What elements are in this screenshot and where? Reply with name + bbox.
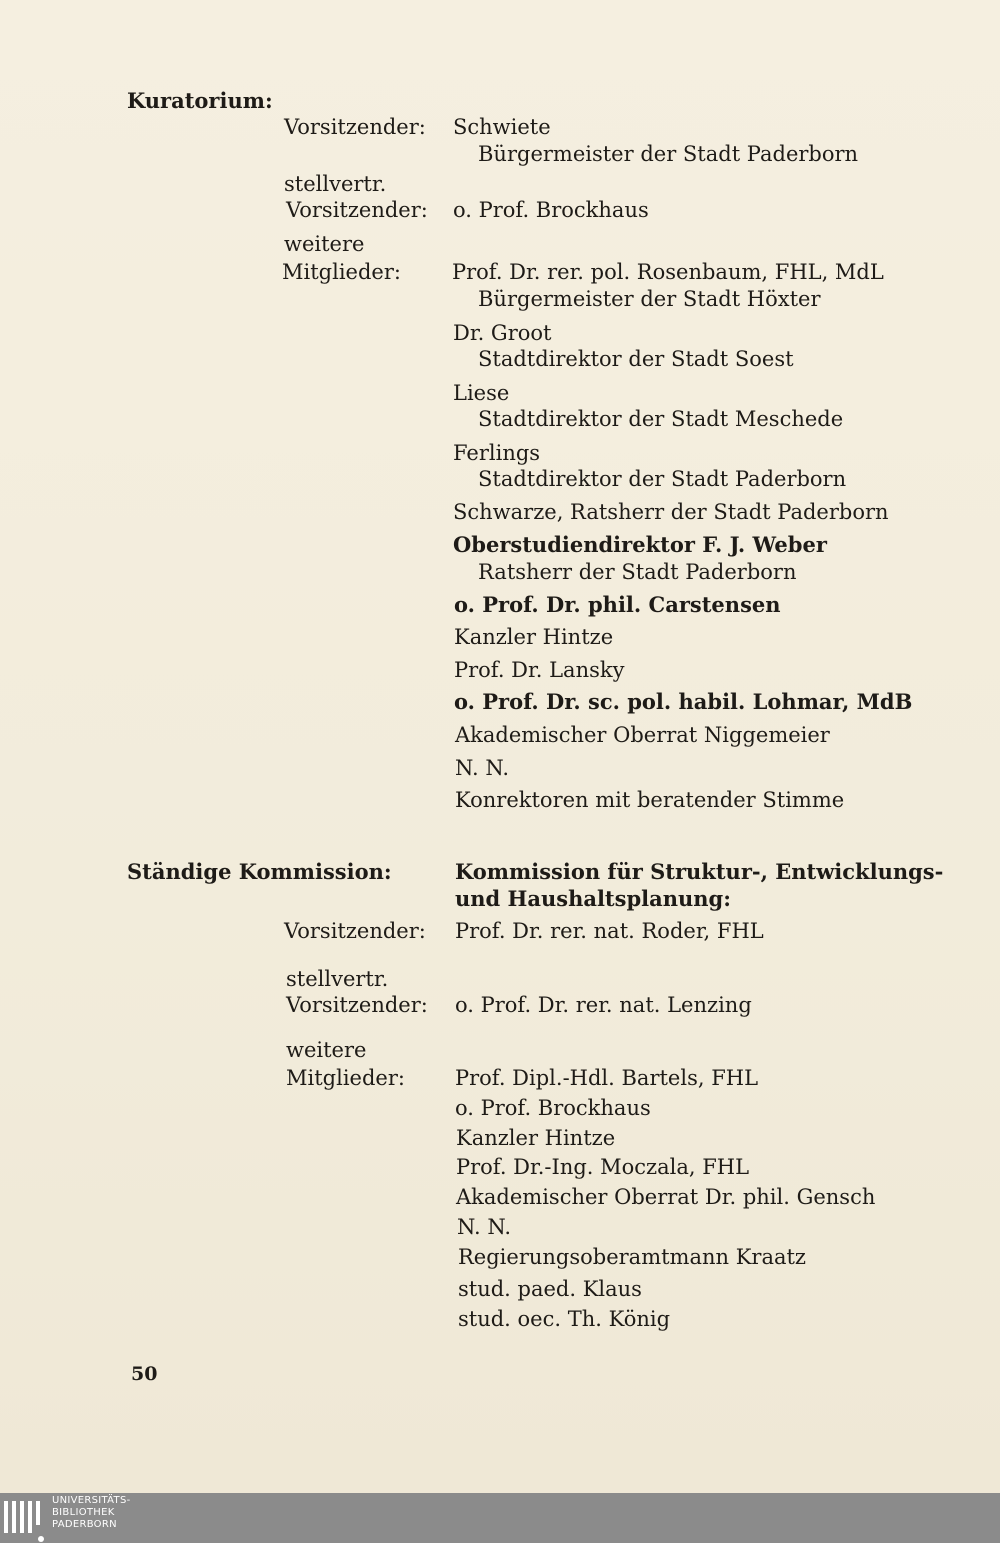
member-line: Schwarze, Ratsherr der Stadt Paderborn bbox=[453, 500, 889, 524]
library-logo-dot-icon bbox=[38, 1536, 44, 1542]
label-stellvertr: stellvertr. bbox=[284, 172, 387, 196]
library-logo-icon bbox=[0, 1501, 46, 1537]
member-line: Regierungsoberamtmann Kraatz bbox=[458, 1245, 806, 1269]
member-role-line: Ratsherr der Stadt Paderborn bbox=[478, 560, 797, 584]
library-name-line: UNIVERSITÄTS- bbox=[52, 1495, 131, 1506]
member-line: Prof. Dr.-Ing. Moczala, FHL bbox=[456, 1155, 750, 1179]
vorsitzender-name: Prof. Dr. rer. nat. Roder, FHL bbox=[455, 919, 764, 943]
member-role-line: Stadtdirektor der Stadt Soest bbox=[478, 347, 794, 371]
member-role-line: Stadtdirektor der Stadt Paderborn bbox=[478, 467, 847, 491]
library-name-line: BIBLIOTHEK bbox=[52, 1507, 115, 1518]
label-mitglieder: Mitglieder: bbox=[282, 260, 401, 284]
library-footer bbox=[0, 1493, 1000, 1543]
stellv-vorsitzender-name: o. Prof. Brockhaus bbox=[453, 198, 649, 222]
member-line: Oberstudiendirektor F. J. Weber bbox=[453, 532, 827, 557]
stellv-vorsitzender-name: o. Prof. Dr. rer. nat. Lenzing bbox=[455, 993, 752, 1017]
label-stellv-vorsitzender: Vorsitzender: bbox=[286, 198, 428, 222]
label-stellvertr: stellvertr. bbox=[286, 967, 389, 991]
member-line: Liese bbox=[453, 381, 510, 405]
kommission-title-cont: und Haushaltsplanung: bbox=[455, 886, 731, 911]
member-role-line: Stadtdirektor der Stadt Meschede bbox=[478, 407, 844, 431]
label-mitglieder: Mitglieder: bbox=[286, 1066, 405, 1090]
member-line: Prof. Dr. rer. pol. Rosenbaum, FHL, MdL bbox=[452, 260, 884, 284]
member-line: stud. oec. Th. König bbox=[458, 1307, 671, 1331]
label-weitere: weitere bbox=[286, 1038, 367, 1062]
member-line: o. Prof. Dr. sc. pol. habil. Lohmar, MdB bbox=[454, 689, 913, 714]
member-line: Konrektoren mit beratender Stimme bbox=[455, 788, 845, 812]
vorsitzender-role: Bürgermeister der Stadt Paderborn bbox=[478, 142, 859, 166]
member-line: Kanzler Hintze bbox=[456, 1126, 616, 1150]
member-line: stud. paed. Klaus bbox=[458, 1277, 642, 1301]
page-number: 50 bbox=[131, 1363, 158, 1385]
member-line: Ferlings bbox=[453, 441, 541, 465]
member-line: Kanzler Hintze bbox=[454, 625, 614, 649]
member-line: Dr. Groot bbox=[453, 321, 552, 345]
member-line: N. N. bbox=[457, 1215, 512, 1239]
vorsitzender-name: Schwiete bbox=[453, 115, 551, 139]
label-stellv-vorsitzender: Vorsitzender: bbox=[286, 993, 428, 1017]
member-line: Akademischer Oberrat Niggemeier bbox=[455, 723, 830, 747]
member-line: o. Prof. Brockhaus bbox=[455, 1096, 651, 1120]
member-line: N. N. bbox=[455, 756, 510, 780]
library-name-line: PADERBORN bbox=[52, 1519, 117, 1530]
member-line: Prof. Dipl.-Hdl. Bartels, FHL bbox=[455, 1066, 759, 1090]
label-vorsitzender: Vorsitzender: bbox=[284, 919, 426, 943]
label-weitere: weitere bbox=[284, 232, 365, 256]
section-heading-kommission: Ständige Kommission: bbox=[127, 859, 392, 884]
member-role-line: Bürgermeister der Stadt Höxter bbox=[478, 287, 821, 311]
kommission-title: Kommission für Struktur-, Entwicklungs- bbox=[455, 859, 944, 884]
member-line: o. Prof. Dr. phil. Carstensen bbox=[454, 592, 781, 617]
section-heading-kuratorium: Kuratorium: bbox=[127, 88, 273, 113]
label-vorsitzender: Vorsitzender: bbox=[284, 115, 426, 139]
member-line: Akademischer Oberrat Dr. phil. Gensch bbox=[456, 1185, 876, 1209]
member-line: Prof. Dr. Lansky bbox=[454, 658, 625, 682]
